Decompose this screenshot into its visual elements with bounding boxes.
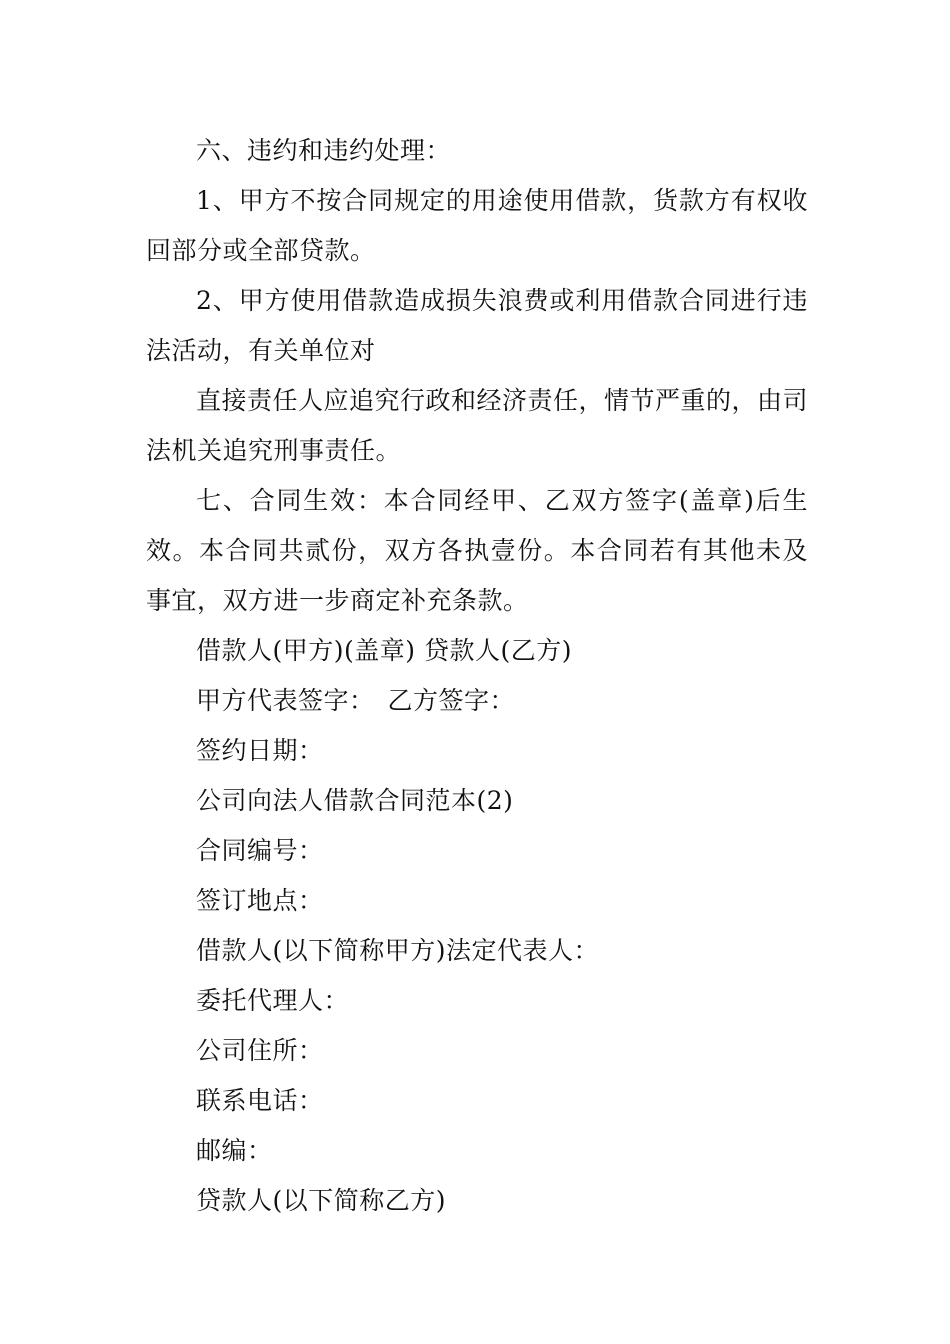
postal-code-field: 邮编：	[196, 1136, 273, 1165]
document-body	[146, 126, 808, 1226]
section-heading-breach: 六、违约和违约处理：	[196, 136, 452, 165]
company-address-field: 公司住所：	[196, 1036, 324, 1065]
signature-representatives-line: 甲方代表签字： 乙方签字：	[196, 686, 516, 715]
section-effectiveness-paragraph: 七、合同生效：本合同经甲、乙双方签字(盖章)后生效。本合同共贰份，双方各执壹份。本合同若有其他未及事宜，双方进一步商定补充条款。	[146, 486, 808, 615]
borrower-legal-rep-field: 借款人(以下简称甲方)法定代表人：	[196, 936, 600, 965]
clause-2-paragraph: 2、甲方使用借款造成损失浪费或利用借款合同进行违法活动，有关单位对	[146, 286, 808, 365]
template-title: 公司向法人借款合同范本(2)	[196, 786, 514, 815]
contract-number-field: 合同编号：	[196, 836, 324, 865]
phone-field: 联系电话：	[196, 1086, 324, 1115]
agent-field: 委托代理人：	[196, 986, 350, 1015]
signing-date-line: 签约日期：	[196, 736, 324, 765]
signing-place-field: 签订地点：	[196, 886, 324, 915]
clause-2-continuation: 直接责任人应追究行政和经济责任，情节严重的，由司法机关追究刑事责任。	[146, 386, 809, 465]
clause-1-paragraph: 1、甲方不按合同规定的用途使用借款，货款方有权收回部分或全部贷款。	[146, 186, 808, 265]
signature-parties-line: 借款人(甲方)(盖章) 贷款人(乙方)	[196, 636, 572, 665]
lender-field: 贷款人(以下简称乙方)	[196, 1186, 447, 1215]
